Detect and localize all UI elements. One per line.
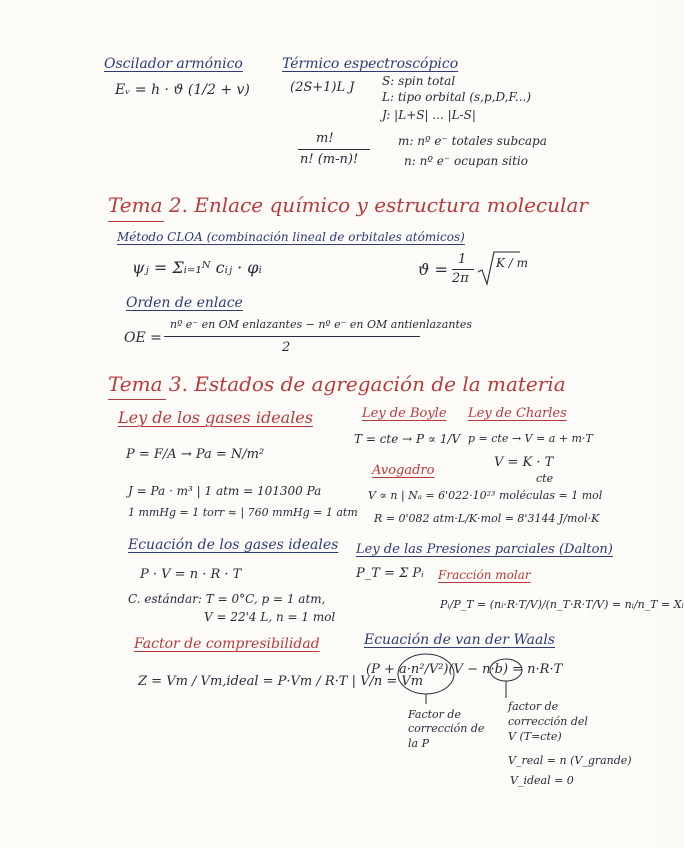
vdw-videal: V_ideal = 0 bbox=[510, 774, 574, 787]
freq-den: 2π bbox=[452, 271, 469, 286]
freq-sqrt-content: K / m bbox=[496, 256, 529, 270]
fraccion-molar-title: Fracción molar bbox=[438, 568, 531, 582]
oscilador-formula: Eᵥ = h · ϑ (1/2 + v) bbox=[115, 82, 250, 98]
charles-title: Ley de Charles bbox=[468, 406, 567, 421]
comb-fraction-bar bbox=[298, 149, 370, 150]
r-constant-formula: R = 0'082 atm·L/K·mol = 8'3144 J/mol·K bbox=[374, 512, 600, 525]
tema3-underline bbox=[108, 399, 166, 400]
oe-numerator: nº e⁻ en OM enlazantes − nº e⁻ en OM antienlazantes bbox=[170, 318, 473, 331]
boyle-title: Ley de Boyle bbox=[362, 406, 447, 421]
comb-m-def: m: nº e⁻ totales subcapa bbox=[398, 134, 547, 148]
cloa-formula: ψⱼ = Σᵢ₌₁ᴺ cᵢⱼ · φᵢ bbox=[132, 258, 262, 277]
vdw-title: Ecuación de van der Waals bbox=[364, 632, 555, 648]
oscilador-title: Oscilador armónico bbox=[104, 56, 243, 72]
comb-n-def: n: nº e⁻ ocupan sitio bbox=[404, 154, 528, 168]
vdw-formula: (P + a·n²/V²)(V − n·b) = n·R·T bbox=[366, 662, 563, 677]
freq-num: 1 bbox=[458, 252, 467, 267]
term-j-def: J: |L+S| ... |L-S| bbox=[382, 108, 476, 122]
vdw-note-pressure: Factor de corrección de la P bbox=[408, 708, 485, 750]
charles-cte-note: cte bbox=[536, 472, 554, 485]
comb-numerator: m! bbox=[316, 131, 334, 146]
avogadro-formula: V ∝ n | Nₐ = 6'022·10²³ moléculas = 1 mol bbox=[368, 489, 603, 502]
comb-denominator: n! (m-n)! bbox=[300, 152, 359, 167]
mmhg-formula: 1 mmHg = 1 torr ≈ | 760 mmHg = 1 atm bbox=[128, 506, 358, 519]
gases-ideales-title: Ley de los gases ideales bbox=[118, 408, 313, 427]
oe-denominator: 2 bbox=[282, 340, 291, 355]
compresibilidad-formula: Z = Vm / Vm,ideal = P·Vm / R·T | V/n = Vm bbox=[138, 674, 424, 689]
term-l-def: L: tipo orbital (s,p,D,F...) bbox=[382, 90, 532, 104]
pressure-formula: P = F/A → Pa = N/m² bbox=[126, 447, 265, 462]
charles-formula: p = cte → V = a + m·T bbox=[468, 432, 593, 445]
oe-fraction-bar bbox=[164, 336, 420, 337]
term-symbol: (2S+1)L J bbox=[290, 80, 355, 95]
ec-gases-title: Ecuación de los gases ideales bbox=[128, 537, 339, 553]
term-s-def: S: spin total bbox=[382, 74, 456, 88]
tema3-title: Tema 3. Estados de agregación de la materia bbox=[108, 372, 566, 396]
cloa-title: Método CLOA (combinación lineal de orbitales atómicos) bbox=[117, 230, 465, 244]
joule-formula: J = Pa · m³ | 1 atm = 101300 Pa bbox=[128, 484, 322, 498]
dalton-formula: P_T = Σ Pᵢ bbox=[356, 566, 424, 581]
tema2-underline bbox=[108, 221, 164, 222]
compresibilidad-title: Factor de compresibilidad bbox=[134, 636, 320, 652]
ec-gases-formula: P · V = n · R · T bbox=[140, 567, 242, 582]
cond-std-line1: C. estándar: T = 0°C, p = 1 atm, bbox=[128, 592, 326, 606]
fraccion-molar-formula: Pᵢ/P_T = (nᵢ·R·T/V)/(n_T·R·T/V) = nᵢ/n_T = Xᵢ bbox=[440, 598, 684, 611]
vdw-note-volume: factor de corrección del V (T=cte) bbox=[508, 700, 588, 743]
charles-formula-2: V = K · T bbox=[494, 455, 554, 470]
dalton-title: Ley de las Presiones parciales (Dalton) bbox=[356, 542, 613, 557]
termico-title: Térmico espectroscópico bbox=[282, 56, 459, 72]
tema2-title: Tema 2. Enlace químico y estructura molecular bbox=[108, 193, 588, 217]
avogadro-title: Avogadro bbox=[372, 463, 435, 478]
cond-std-line2: V = 22'4 L, n = 1 mol bbox=[204, 610, 336, 624]
orden-enlace-title: Orden de enlace bbox=[126, 295, 243, 311]
freq-fraction-bar bbox=[452, 269, 474, 270]
freq-lhs: ϑ = bbox=[418, 260, 448, 279]
oe-lhs: OE = bbox=[124, 330, 162, 346]
boyle-formula: T = cte → P ∝ 1/V bbox=[354, 432, 461, 446]
vdw-vreal: V_real = n (V_grande) bbox=[508, 754, 632, 767]
